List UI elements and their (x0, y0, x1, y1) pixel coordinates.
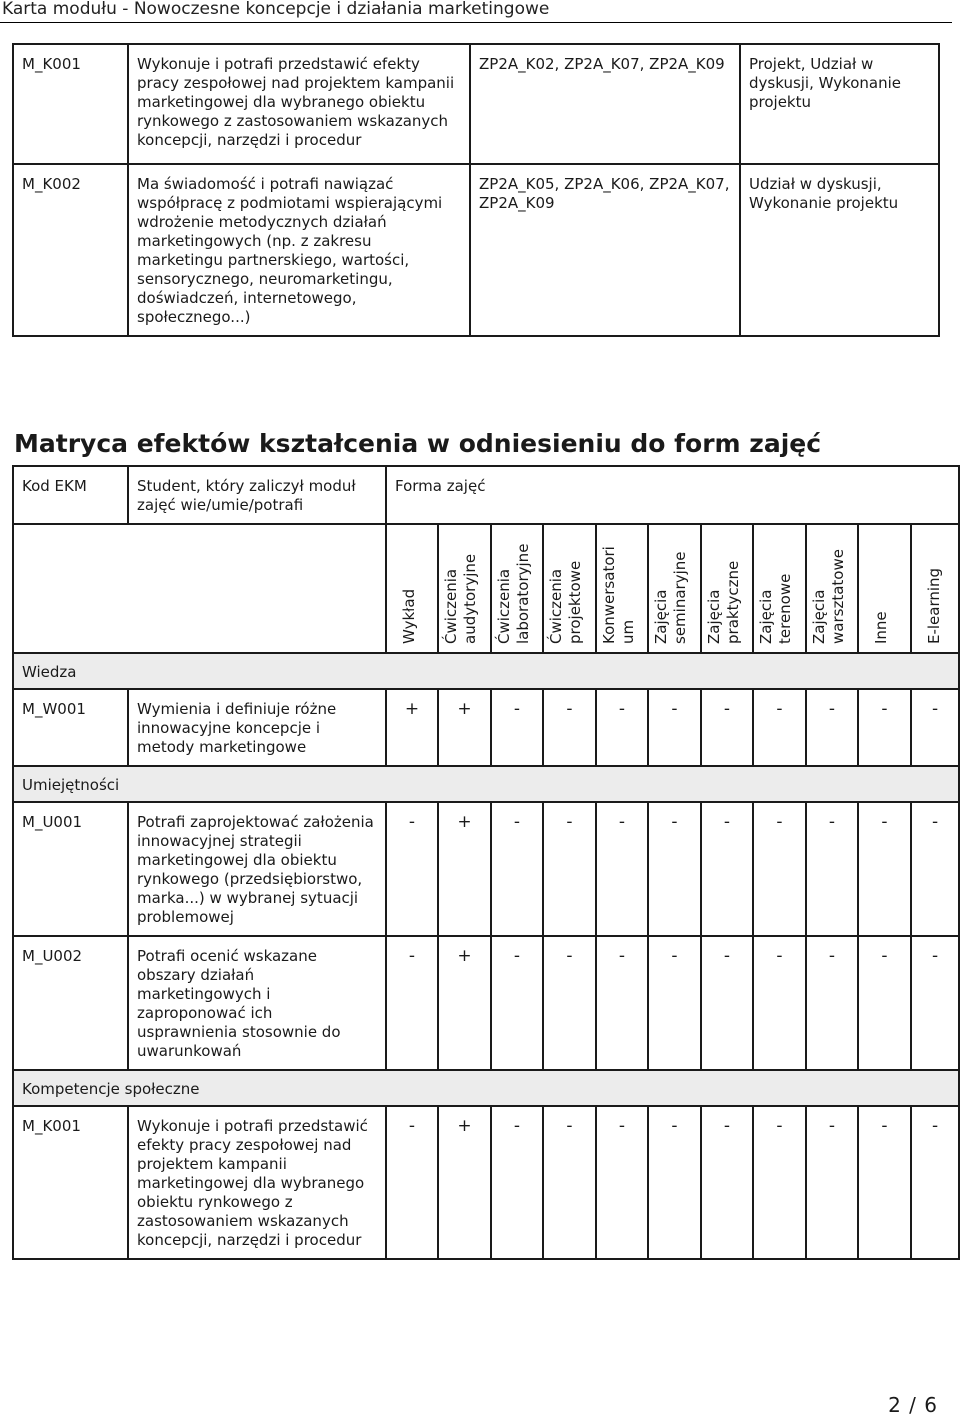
outcome-code: M_K001 (13, 44, 128, 164)
table-row (13, 936, 959, 1070)
form-mark: - (806, 689, 858, 766)
section-row (13, 766, 959, 802)
column-header (911, 524, 959, 653)
form-mark: - (543, 1106, 596, 1259)
form-mark: + (386, 689, 438, 766)
column-header-label: warsztatowe (829, 549, 847, 644)
form-mark: - (701, 802, 753, 936)
form-mark: - (596, 689, 648, 766)
outcome-description: Potrafi zaprojektować założenia innowacyjnej strategii marketingowej dla obiektu rynkowego (przedsiębiorstwo, marka...) w wybranej sytuacji problemowej (128, 802, 386, 936)
form-mark: - (648, 689, 701, 766)
form-mark: - (386, 936, 438, 1070)
form-mark: - (806, 1106, 858, 1259)
column-header (543, 524, 596, 653)
form-mark: - (543, 802, 596, 936)
column-header-label: Zajęcia (757, 589, 775, 644)
form-mark: - (701, 936, 753, 1070)
column-header-label: laboratoryjne (514, 543, 532, 644)
blank-cell (13, 524, 386, 653)
column-header-label: Zajęcia (810, 589, 828, 644)
outcome-code: M_W001 (13, 689, 128, 766)
table-row (13, 802, 959, 936)
outcome-methods: Projekt, Udział w dyskusji, Wykonanie projektu (740, 44, 939, 164)
form-mark: - (911, 936, 959, 1070)
form-mark: - (911, 689, 959, 766)
form-mark: - (491, 936, 543, 1070)
form-mark: - (491, 689, 543, 766)
form-mark: - (806, 802, 858, 936)
form-mark: - (806, 936, 858, 1070)
form-mark: - (753, 689, 806, 766)
form-mark: + (438, 689, 491, 766)
form-mark: - (543, 936, 596, 1070)
column-header-label: audytoryjne (461, 553, 479, 644)
column-header (858, 524, 911, 653)
column-header-label: praktyczne (724, 560, 742, 644)
form-mark: - (753, 936, 806, 1070)
column-header (806, 524, 858, 653)
form-mark: - (858, 1106, 911, 1259)
section-row (13, 653, 959, 689)
section-row (13, 1070, 959, 1106)
form-mark: - (596, 802, 648, 936)
column-header-label: Wykład (400, 588, 418, 644)
learning-outcomes-table (12, 43, 940, 337)
header-forms: Forma zajęć (386, 466, 959, 524)
column-header-label: Zajęcia (705, 589, 723, 644)
matrix-title: Matryca efektów kształcenia w odniesieniu do form zajęć (14, 429, 822, 458)
form-mark: - (491, 1106, 543, 1259)
outcome-code: M_K002 (13, 164, 128, 336)
outcome-description: Potrafi ocenić wskazane obszary działań marketingowych i zaproponować ich usprawnienia stosownie do uwarunkowań (128, 936, 386, 1070)
column-header (701, 524, 753, 653)
column-header (438, 524, 491, 653)
column-header-label: Ćwiczenia (495, 568, 513, 644)
form-mark: - (648, 1106, 701, 1259)
form-mark: - (648, 936, 701, 1070)
form-mark: - (701, 689, 753, 766)
form-mark: - (596, 1106, 648, 1259)
column-header-label: um (619, 619, 637, 644)
outcome-code: M_U001 (13, 802, 128, 936)
column-header-label: seminaryjne (671, 551, 689, 644)
column-header-label: projektowe (566, 560, 584, 644)
column-header-label: Ćwiczenia (547, 568, 565, 644)
outcome-references: ZP2A_K02, ZP2A_K07, ZP2A_K09 (470, 44, 740, 164)
section-label: Wiedza (13, 653, 959, 689)
form-mark: - (543, 689, 596, 766)
outcome-description: Wykonuje i potrafi przedstawić efekty pracy zespołowej nad projektem kampanii marketingowej dla wybranego obiektu rynkowego z zastosowaniem wskazanych koncepcji, narzędzi i procedur (128, 44, 470, 164)
column-header-label: Inne (872, 611, 890, 644)
header-student: Student, który zaliczył moduł zajęć wie/umie/potrafi (128, 466, 386, 524)
form-mark: - (858, 936, 911, 1070)
column-header-label: Konwersatori (600, 546, 618, 644)
column-header (753, 524, 806, 653)
form-mark: - (648, 802, 701, 936)
column-header (491, 524, 543, 653)
column-header (596, 524, 648, 653)
form-mark: - (491, 802, 543, 936)
column-header-label: E-learning (925, 567, 943, 644)
matrix-columns-row (13, 524, 959, 653)
form-mark: - (386, 802, 438, 936)
form-mark: - (753, 802, 806, 936)
table-row (13, 164, 939, 336)
form-mark: + (438, 802, 491, 936)
form-mark: - (911, 1106, 959, 1259)
table-row (13, 44, 939, 164)
outcome-references: ZP2A_K05, ZP2A_K06, ZP2A_K07, ZP2A_K09 (470, 164, 740, 336)
column-header-label: terenowe (776, 573, 794, 644)
section-label: Kompetencje społeczne (13, 1070, 959, 1106)
column-header-label: Zajęcia (652, 589, 670, 644)
form-mark: - (701, 1106, 753, 1259)
column-header (386, 524, 438, 653)
outcome-description: Wykonuje i potrafi przedstawić efekty pracy zespołowej nad projektem kampanii marketingowej dla wybranego obiektu rynkowego z zastosowaniem wskazanych koncepcji, narzędzi i procedur (128, 1106, 386, 1259)
column-header-label: Ćwiczenia (442, 568, 460, 644)
form-mark: - (858, 802, 911, 936)
header-code: Kod EKM (13, 466, 128, 524)
form-mark: - (911, 802, 959, 936)
form-mark: - (858, 689, 911, 766)
outcomes-matrix-table (12, 465, 960, 1260)
form-mark: + (438, 1106, 491, 1259)
form-mark: + (438, 936, 491, 1070)
column-header (648, 524, 701, 653)
page-number: 2 / 6 (888, 1393, 938, 1417)
outcome-code: M_U002 (13, 936, 128, 1070)
outcome-code: M_K001 (13, 1106, 128, 1259)
table-row (13, 1106, 959, 1259)
outcome-description: Ma świadomość i potrafi nawiązać współpracę z podmiotami wspierającymi wdrożenie metodycznych działań marketingowych (np. z zakresu marketingu partnerskiego, wartości, sensorycznego, neuromarketingu, doświadczeń, internetowego, społecznego...) (128, 164, 470, 336)
form-mark: - (753, 1106, 806, 1259)
document-header: Karta modułu - Nowoczesne koncepcje i działania marketingowe (0, 0, 952, 23)
form-mark: - (386, 1106, 438, 1259)
outcome-description: Wymienia i definiuje różne innowacyjne koncepcje i metody marketingowe (128, 689, 386, 766)
table-row (13, 689, 959, 766)
form-mark: - (596, 936, 648, 1070)
section-label: Umiejętności (13, 766, 959, 802)
outcome-methods: Udział w dyskusji, Wykonanie projektu (740, 164, 939, 336)
